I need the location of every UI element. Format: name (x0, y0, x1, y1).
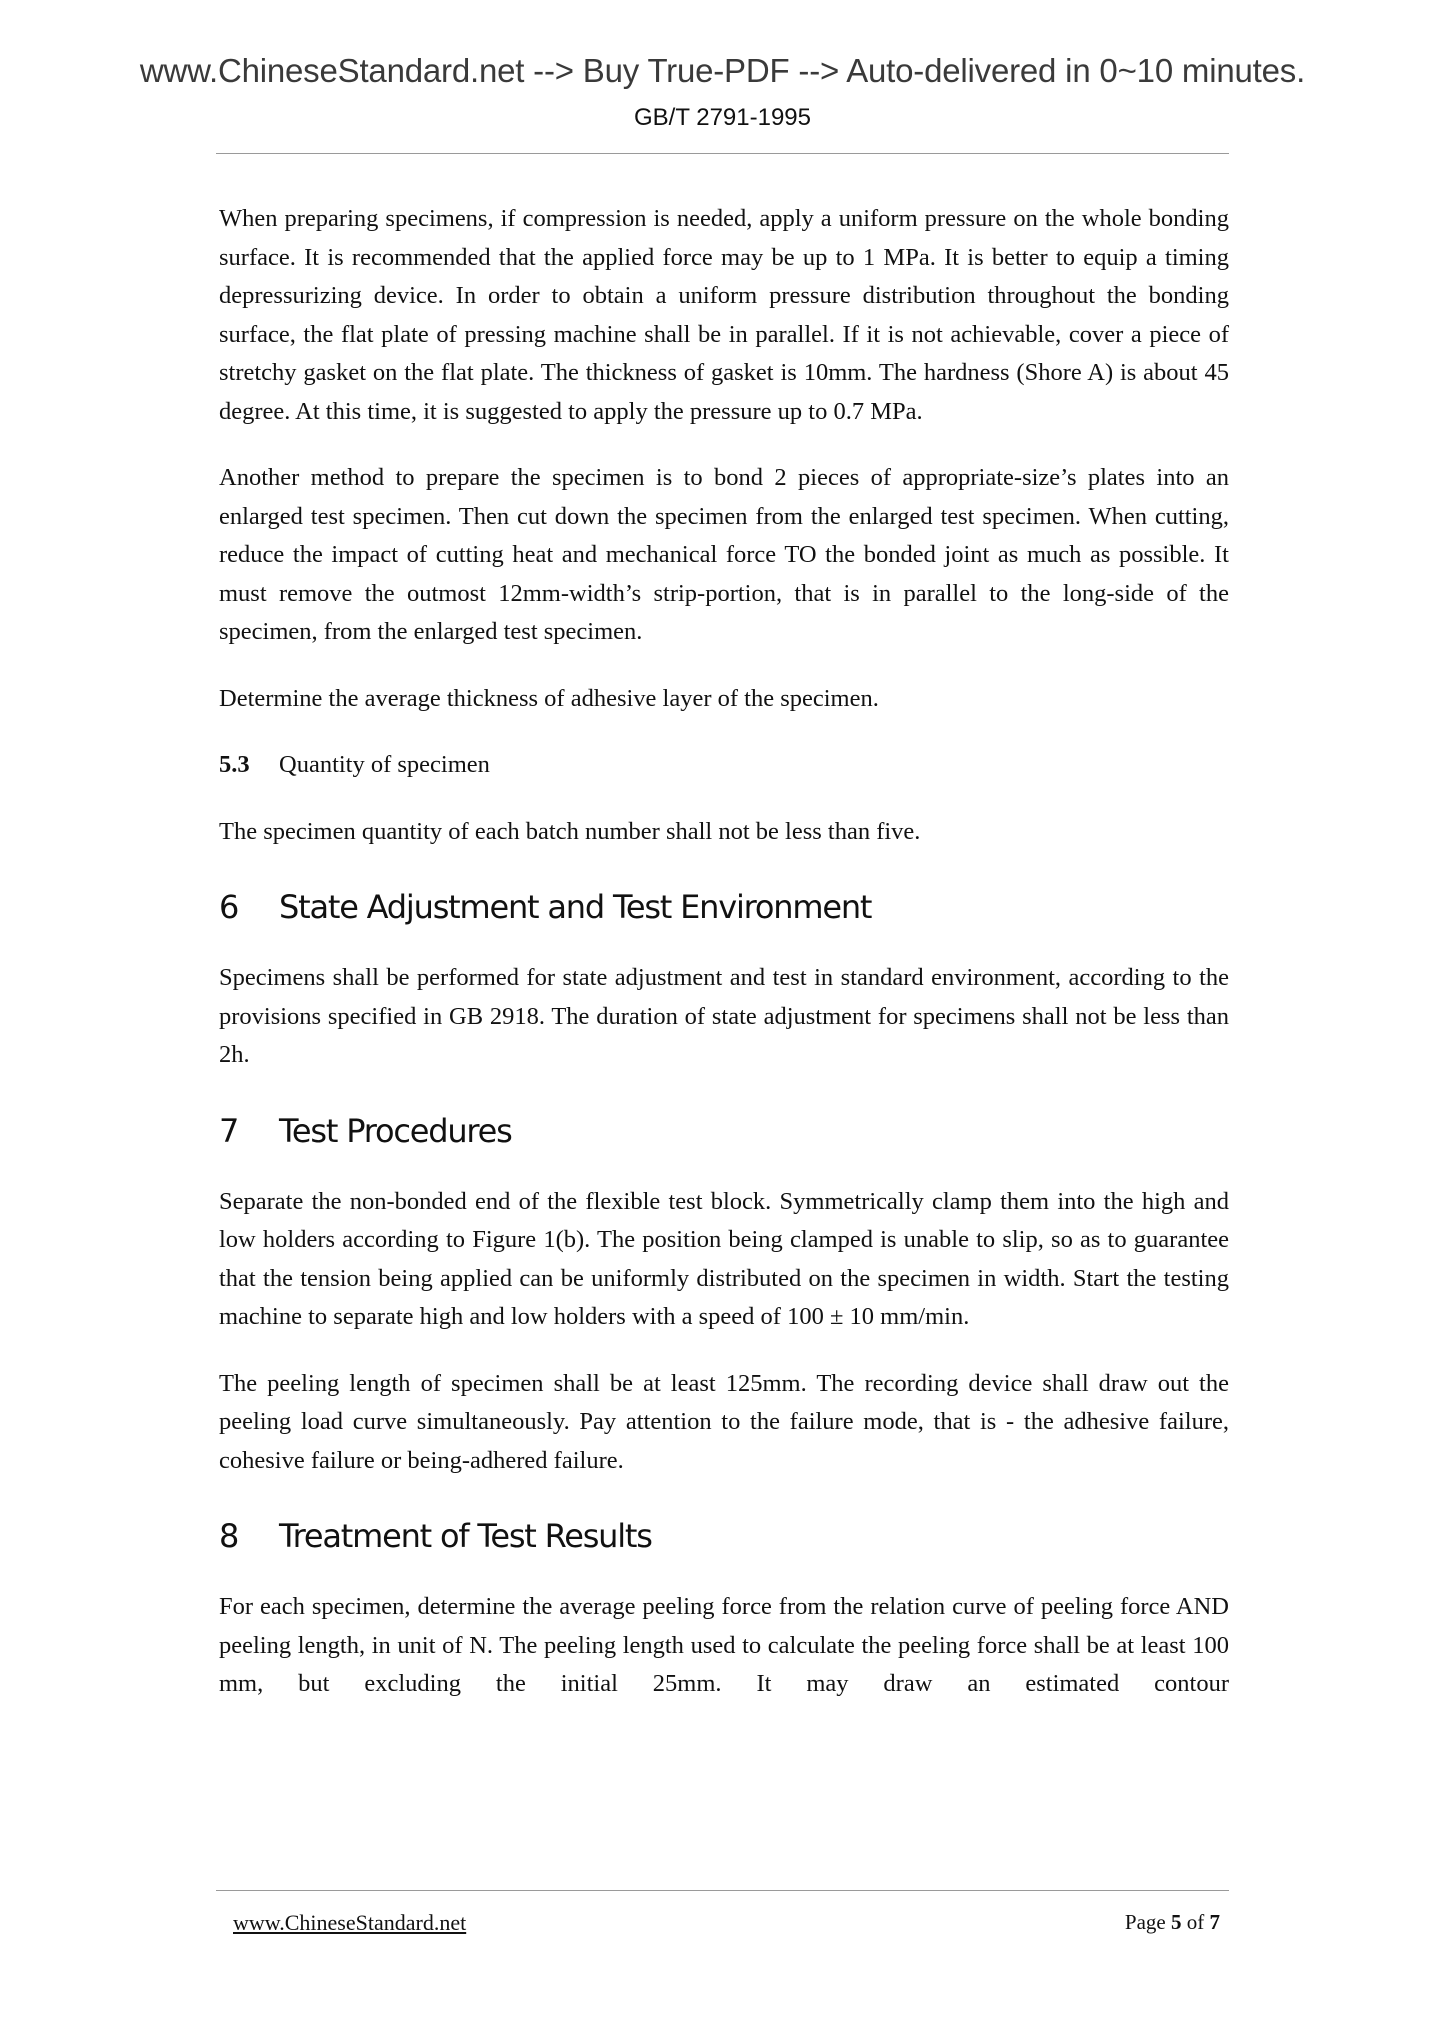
paragraph-test-results: For each specimen, determine the average peeling force from the relation curve of peeling force AND peeling length, in unit of N. The peeling length used to calculate the peeling force shall be at least 100 mm, but excluding the initial 25mm. It may draw an estimated contour (219, 1593, 1229, 1697)
section-title: State Adjustment and Test Environment (279, 888, 872, 926)
paragraph-thickness: Determine the average thickness of adhesive layer of the specimen. (219, 684, 879, 712)
page-of: of (1181, 1910, 1210, 1934)
footer-website-link[interactable]: www.ChineseStandard.net (233, 1910, 467, 1935)
promo-banner: www.ChineseStandard.net --> Buy True-PDF --> Auto-delivered in 0~10 minutes. (139, 52, 1306, 89)
section-heading-7 (219, 1109, 1229, 1153)
page-content (219, 200, 1229, 1704)
header-divider (216, 153, 1229, 154)
footer-divider (216, 1890, 1229, 1891)
total-pages: 7 (1209, 1910, 1220, 1934)
paragraph-quantity: The specimen quantity of each batch number shall not be less than five. (219, 817, 921, 845)
subsection-number: 5.3 (219, 751, 250, 778)
subsection-title: Quantity of specimen (279, 751, 490, 778)
paragraph-state-adjustment: Specimens shall be performed for state adjustment and test in standard environment, according to the provisions specified in GB 2918. The duration of state adjustment for specimens shall not be less than 2h. (219, 964, 1229, 1068)
page-number (1125, 1912, 1220, 1933)
section-number: 8 (219, 1517, 240, 1555)
section-number: 7 (219, 1111, 240, 1150)
current-page: 5 (1171, 1910, 1182, 1934)
section-title: Treatment of Test Results (279, 1517, 652, 1555)
subsection-heading-5-3 (219, 746, 1229, 785)
paragraph-peeling-length: The peeling length of specimen shall be at least 125mm. The recording device shall draw out the peeling load curve simultaneously. Pay attention to the failure mode, that is - the adhesive failure, cohesive failure or being-adhered failure. (219, 1369, 1229, 1474)
section-number: 6 (219, 888, 240, 926)
section-title: Test Procedures (279, 1111, 512, 1150)
document-code: GB/T 2791-1995 (633, 104, 811, 131)
page-prefix: Page (1124, 1910, 1171, 1934)
section-heading-8 (219, 1514, 1229, 1558)
section-heading-6 (219, 885, 1229, 929)
paragraph-test-procedure: Separate the non-bonded end of the flexible test block. Symmetrically clamp them into the high and low holders according to Figure 1(b). The position being clamped is unable to slip, so as to guarantee that the tension being applied can be uniformly distributed on the specimen in width. Start the testing machine to separate high and low holders with a speed of 100 ± 10 mm/min. (219, 1187, 1229, 1330)
paragraph-compression: When preparing specimens, if compression is needed, apply a uniform pressure on the whole bonding surface. It is recommended that the applied force may be up to 1 MPa. It is better to equip a timing depressurizing device. In order to obtain a uniform pressure distribution throughout the bonding surface, the flat plate of pressing machine shall be in parallel. If it is not achievable, cover a piece of stretchy gasket on the flat plate. The thickness of gasket is 10mm. The hardness (Shore A) is about 45 degree. At this time, it is suggested to apply the pressure up to 0.7 MPa. (219, 205, 1229, 425)
paragraph-alternative-method: Another method to prepare the specimen is to bond 2 pieces of appropriate-size’s plates into an enlarged test specimen. Then cut down the specimen from the enlarged test specimen. When cutting, reduce the impact of cutting heat and mechanical force TO the bonded joint as much as possible. It must remove the outmost 12mm-width’s strip-portion, that is in parallel to the long-side of the specimen, from the enlarged test specimen. (219, 464, 1229, 645)
